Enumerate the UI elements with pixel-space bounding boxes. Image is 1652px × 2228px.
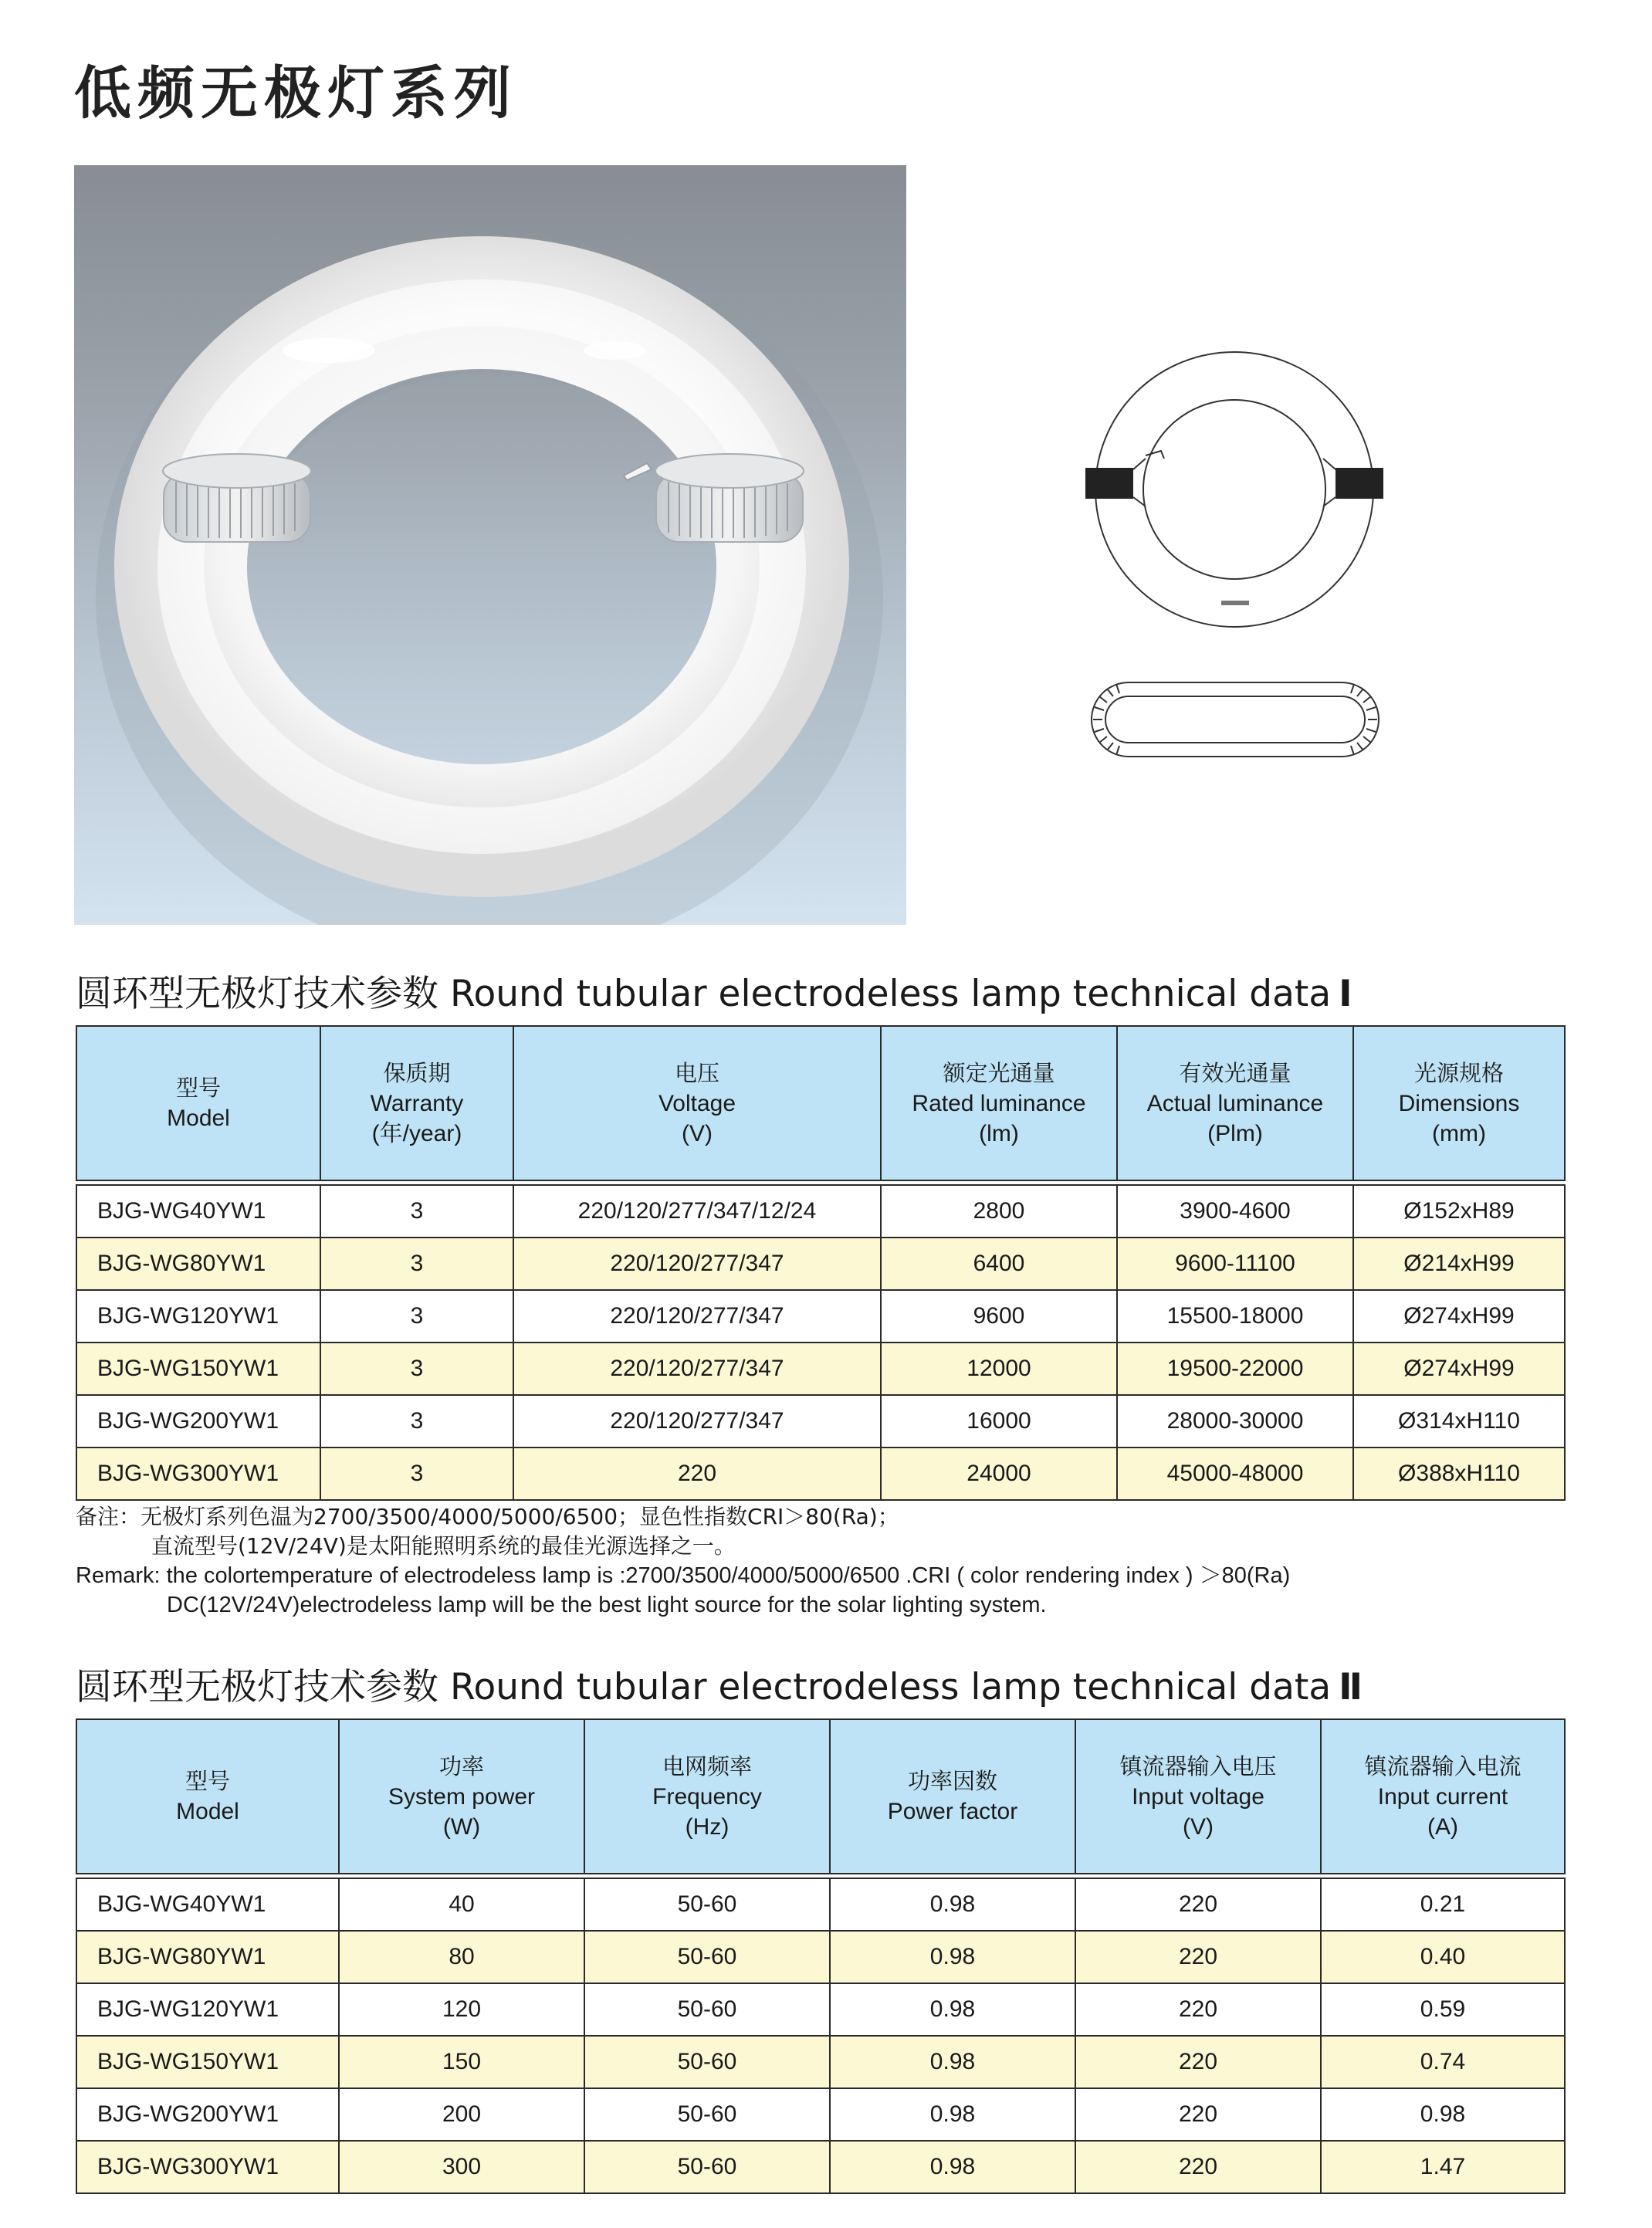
technical-drawing-side (1085, 676, 1385, 763)
table-row (76, 1185, 1565, 1238)
column-header-unit: (V) (1183, 1813, 1214, 1840)
table-row (76, 1448, 1565, 1500)
table-cell: 220/120/277/347/12/24 (513, 1185, 881, 1238)
table-cell: Ø152xH89 (1353, 1185, 1565, 1238)
column-header-unit: (lm) (979, 1120, 1019, 1146)
model-cell: BJG-WG40YW1 (76, 1185, 320, 1238)
table-cell: 0.98 (830, 2036, 1075, 2088)
table1-title-mark: Ⅰ (1339, 973, 1352, 1015)
table1-title-text: 圆环型无极灯技术参数 Round tubular electrodeless lamp technical data (76, 973, 1332, 1015)
column-header-en: Input current (1377, 1783, 1508, 1810)
table-row (76, 2088, 1565, 2141)
table-cell: 0.21 (1321, 1878, 1565, 1931)
table-cell: 50-60 (584, 1878, 830, 1931)
column-header-cn: 型号 (184, 1768, 230, 1794)
column-header-2 (584, 1719, 830, 1874)
column-header-en: Frequency (652, 1783, 762, 1810)
column-header-unit: (V) (682, 1120, 713, 1146)
column-header-4 (1117, 1026, 1353, 1180)
table-cell: 3 (320, 1448, 513, 1500)
model-cell: BJG-WG150YW1 (76, 2036, 339, 2088)
table-header-row (76, 1719, 1565, 1874)
model-cell: BJG-WG150YW1 (76, 1343, 320, 1395)
table-cell: 220 (1075, 1931, 1321, 1983)
column-header-cn: 型号 (175, 1075, 221, 1101)
table-cell: 3 (320, 1185, 513, 1238)
table-cell: Ø274xH99 (1353, 1343, 1565, 1395)
remark-cn-line-1: 备注：无极灯系列色温为2700/3500/4000/5000/6500；显色性指数CRI＞80(Ra)； (76, 1504, 899, 1529)
column-header-3 (830, 1719, 1075, 1874)
column-header-en: Power factor (887, 1799, 1018, 1824)
table-cell: Ø388xH110 (1353, 1448, 1565, 1500)
table-cell: 50-60 (584, 1931, 830, 1983)
column-header-0 (76, 1026, 320, 1180)
column-header-unit: (年/year) (371, 1120, 462, 1146)
table-row (76, 1395, 1565, 1448)
table2-title-mark: Ⅱ (1339, 1666, 1363, 1708)
table-cell: 24000 (881, 1448, 1117, 1500)
table-cell: 50-60 (584, 1983, 830, 2036)
column-header-5 (1353, 1026, 1565, 1180)
table-cell: 150 (339, 2036, 584, 2088)
technical-data-table-2 (76, 1718, 1566, 2194)
model-cell: BJG-WG300YW1 (76, 1448, 320, 1500)
table-header-row (76, 1026, 1565, 1180)
column-header-cn: 额定光通量 (943, 1059, 1055, 1086)
column-header-unit: (A) (1427, 1813, 1458, 1840)
table-row (76, 1290, 1565, 1343)
table-cell: 0.74 (1321, 2036, 1565, 2088)
table-cell: 220/120/277/347 (513, 1238, 881, 1290)
column-header-unit: (Plm) (1207, 1120, 1263, 1146)
column-header-en: Model (176, 1799, 239, 1824)
table-cell: 220 (1075, 2036, 1321, 2088)
column-header-en: Voltage (658, 1090, 736, 1116)
table-cell: 120 (339, 1983, 584, 2036)
remarks-block (76, 1502, 1581, 1620)
column-header-en: Rated luminance (912, 1090, 1086, 1116)
technical-data-table-1 (76, 1025, 1566, 1501)
table-cell: 0.98 (830, 1931, 1075, 1983)
remark-en-line-1: Remark: the colortemperature of electrodeless lamp is :2700/3500/4000/5000/6500 .CRI ( color rendering index ) ＞80(Ra) (76, 1563, 1291, 1588)
table-cell: 0.98 (1321, 2088, 1565, 2141)
column-header-5 (1321, 1719, 1565, 1874)
table-cell: 0.98 (830, 1983, 1075, 2036)
column-header-cn: 功率因数 (907, 1768, 997, 1794)
model-cell: BJG-WG80YW1 (76, 1238, 320, 1290)
technical-drawing-top (1075, 346, 1394, 633)
column-header-4 (1075, 1719, 1321, 1874)
table-cell: 0.98 (830, 2088, 1075, 2141)
table-row (76, 1343, 1565, 1395)
table-cell: 220 (513, 1448, 881, 1500)
table-cell: 28000-30000 (1117, 1395, 1353, 1448)
column-header-0 (76, 1719, 339, 1874)
table-cell: 220 (1075, 2141, 1321, 2193)
model-cell: BJG-WG300YW1 (76, 2141, 339, 2193)
column-header-cn: 镇流器输入电流 (1364, 1752, 1522, 1779)
model-cell: BJG-WG200YW1 (76, 1395, 320, 1448)
table-cell: 15500-18000 (1117, 1290, 1353, 1343)
table-cell: 200 (339, 2088, 584, 2141)
table1-title (76, 965, 1352, 1017)
column-header-en: Input voltage (1132, 1783, 1264, 1810)
table-cell: 19500-22000 (1117, 1343, 1353, 1395)
table-row (76, 2141, 1565, 2193)
table-cell: 16000 (881, 1395, 1117, 1448)
column-header-cn: 保质期 (383, 1059, 451, 1086)
table2-title-text: 圆环型无极灯技术参数 Round tubular electrodeless lamp technical data (76, 1666, 1332, 1708)
table-cell: 45000-48000 (1117, 1448, 1353, 1500)
table2-title (76, 1658, 1363, 1710)
column-header-1 (339, 1719, 584, 1874)
page-title: 低频无极灯系列 (74, 60, 517, 127)
table-cell: 40 (339, 1878, 584, 1931)
column-header-cn: 电网频率 (662, 1752, 752, 1779)
table-cell: 0.98 (830, 2141, 1075, 2193)
model-cell: BJG-WG120YW1 (76, 1983, 339, 2036)
remark-cn-line-2: 直流型号(12V/24V)是太阳能照明系统的最佳光源选择之一。 (151, 1533, 736, 1559)
table-cell: 6400 (881, 1238, 1117, 1290)
column-header-unit: (W) (442, 1813, 481, 1840)
column-header-unit: (mm) (1432, 1120, 1486, 1146)
table-cell: Ø214xH99 (1353, 1238, 1565, 1290)
table-cell: 3 (320, 1343, 513, 1395)
model-cell: BJG-WG120YW1 (76, 1290, 320, 1343)
table-cell: 220/120/277/347 (513, 1343, 881, 1395)
remark-en-line-2: DC(12V/24V)electrodeless lamp will be the best light source for the solar lighting system. (167, 1593, 1047, 1617)
table-cell: 50-60 (584, 2088, 830, 2141)
table-cell: 2800 (881, 1185, 1117, 1238)
table-cell: 220/120/277/347 (513, 1395, 881, 1448)
table-cell: 9600 (881, 1290, 1117, 1343)
table-cell: 0.59 (1321, 1983, 1565, 2036)
column-header-en: Dimensions (1398, 1090, 1520, 1116)
table-cell: 9600-11100 (1117, 1238, 1353, 1290)
table-cell: 0.98 (830, 1878, 1075, 1931)
column-header-2 (513, 1026, 881, 1180)
table-row (76, 1983, 1565, 2036)
column-header-1 (320, 1026, 513, 1180)
table-row (76, 1238, 1565, 1290)
column-header-cn: 有效光通量 (1179, 1059, 1291, 1086)
table-cell: 50-60 (584, 2036, 830, 2088)
table-cell: 3900-4600 (1117, 1185, 1353, 1238)
column-header-cn: 镇流器输入电压 (1119, 1752, 1277, 1779)
table-cell: 50-60 (584, 2141, 830, 2193)
table-cell: 12000 (881, 1343, 1117, 1395)
model-cell: BJG-WG40YW1 (76, 1878, 339, 1931)
model-cell: BJG-WG80YW1 (76, 1931, 339, 1983)
table-cell: 3 (320, 1290, 513, 1343)
table-cell: 220 (1075, 1983, 1321, 2036)
table-cell: 1.47 (1321, 2141, 1565, 2193)
table-row (76, 2036, 1565, 2088)
table-cell: 220/120/277/347 (513, 1290, 881, 1343)
column-header-cn: 光源规格 (1413, 1059, 1504, 1086)
column-header-en: Actual luminance (1146, 1090, 1324, 1116)
column-header-en: Warranty (370, 1090, 464, 1116)
table-row (76, 1931, 1565, 1983)
table-row (76, 1878, 1565, 1931)
column-header-en: Model (167, 1106, 230, 1131)
product-photo (74, 165, 906, 925)
table-cell: 80 (339, 1931, 584, 1983)
table-cell: 220 (1075, 1878, 1321, 1931)
model-cell: BJG-WG200YW1 (76, 2088, 339, 2141)
table-cell: 300 (339, 2141, 584, 2193)
column-header-unit: (Hz) (685, 1813, 730, 1840)
table-cell: 3 (320, 1238, 513, 1290)
table-cell: 220 (1075, 2088, 1321, 2141)
table-cell: Ø274xH99 (1353, 1290, 1565, 1343)
table-cell: 0.40 (1321, 1931, 1565, 1983)
column-header-3 (881, 1026, 1117, 1180)
column-header-cn: 功率 (438, 1752, 484, 1779)
table-cell: Ø314xH110 (1353, 1395, 1565, 1448)
column-header-cn: 电压 (674, 1059, 719, 1086)
table-cell: 3 (320, 1395, 513, 1448)
column-header-en: System power (388, 1783, 536, 1810)
